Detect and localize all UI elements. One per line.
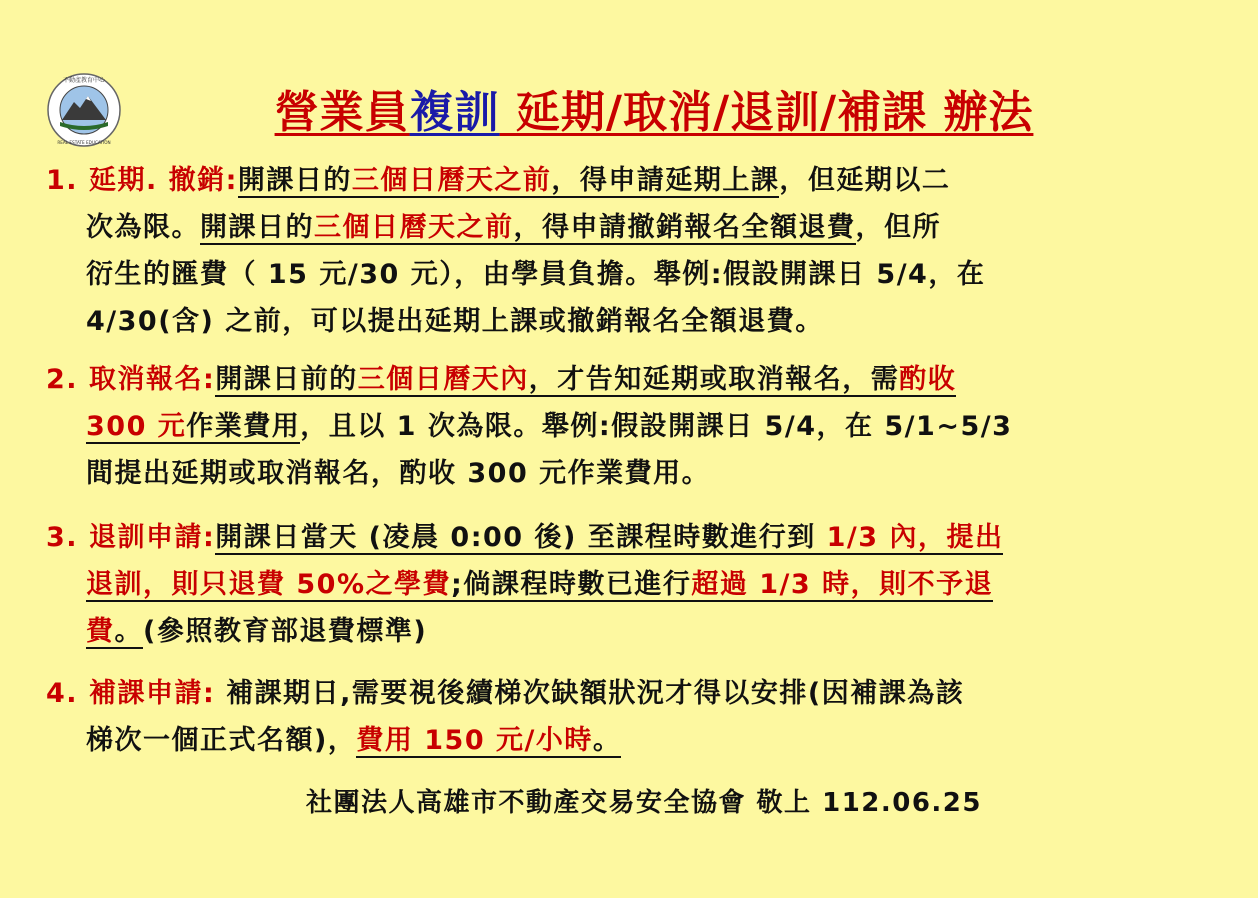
text-segment: ;倘課程時數已進行 <box>451 569 692 600</box>
highlight-segment: 1/3 內，提出 <box>826 522 1004 553</box>
item-number: 4. <box>46 678 79 709</box>
item-number: 3. <box>46 522 79 553</box>
title-part-2: 複訓 <box>409 87 500 138</box>
title-part-3: 延期/取消/退訓/補課 辦法 <box>499 87 1034 138</box>
text-segment: 梯次一個正式名額)， <box>86 725 357 756</box>
text-segment: 。 <box>114 616 143 647</box>
item-number: 1. <box>46 165 79 196</box>
highlight-segment: 300 元 <box>86 411 187 442</box>
title-part-1: 營業員 <box>274 87 410 138</box>
highlight-segment: 酌收 <box>899 364 957 395</box>
text-line: 間提出延期或取消報名，酌收 300 元作業費用。 <box>86 458 711 489</box>
text-segment: 開課日前的 <box>215 364 358 395</box>
rule-item-makeup <box>46 670 1211 764</box>
highlight-segment: 費 <box>86 616 115 647</box>
text-segment: ，但延期以二 <box>779 165 951 196</box>
text-segment: ，得申請延期上課 <box>551 165 780 196</box>
svg-text:REAL ESTATE EDUCATION: REAL ESTATE EDUCATION <box>57 140 111 145</box>
text-segment: 。 <box>592 725 622 756</box>
highlight-segment: 費用 150 元/小時 <box>356 725 593 756</box>
text-segment: 作業費用 <box>186 411 301 442</box>
rule-item-withdraw <box>46 514 1211 655</box>
item-label: 取消報名: <box>88 364 216 395</box>
highlight-segment: 三個日曆天之前 <box>351 165 552 196</box>
highlight-segment: 超過 1/3 時，則不予退 <box>691 569 994 600</box>
text-segment: ，但所 <box>855 212 941 243</box>
text-line: 4/30(含) 之前，可以提出延期上課或撤銷報名全額退費。 <box>86 306 824 337</box>
text-segment: ，且以 1 次為限。舉例:假設開課日 5/4，在 5/1~5/3 <box>300 411 1013 442</box>
text-segment: 補課期日,需要視後續梯次缺額狀況才得以安排(因補課為該 <box>215 678 965 709</box>
text-segment: ，得申請撤銷報名全額退費 <box>513 212 856 243</box>
item-number: 2. <box>46 364 79 395</box>
text-segment: 開課日當天 (凌晨 0:00 後) 至課程時數進行到 <box>215 522 827 553</box>
rule-item-cancel <box>46 356 1211 497</box>
highlight-segment: 三個日曆天內 <box>357 364 529 395</box>
item-label: 延期. 撤銷: <box>88 165 238 196</box>
text-segment: (參照教育部退費標準) <box>143 616 428 647</box>
rule-item-postpone <box>46 157 1211 345</box>
text-segment: 次為限。 <box>86 212 200 243</box>
text-segment: ，才告知延期或取消報名，需 <box>528 364 900 395</box>
item-label: 退訓申請: <box>88 522 216 553</box>
signature: 社團法人高雄市不動產交易安全協會 敬上 112.06.25 <box>306 788 982 818</box>
text-segment: 開課日的 <box>237 165 352 196</box>
text-segment: 開課日的 <box>200 212 314 243</box>
page-title <box>0 76 1258 140</box>
svg-text:不動產教育中心: 不動產教育中心 <box>62 77 106 84</box>
highlight-segment: 三個日曆天之前 <box>314 212 514 243</box>
item-label: 補課申請: <box>88 678 216 709</box>
highlight-segment: 退訓，則只退費 50%之學費 <box>86 569 452 600</box>
text-line: 衍生的匯費（ 15 元/30 元），由學員負擔。舉例:假設開課日 5/4，在 <box>86 259 986 290</box>
